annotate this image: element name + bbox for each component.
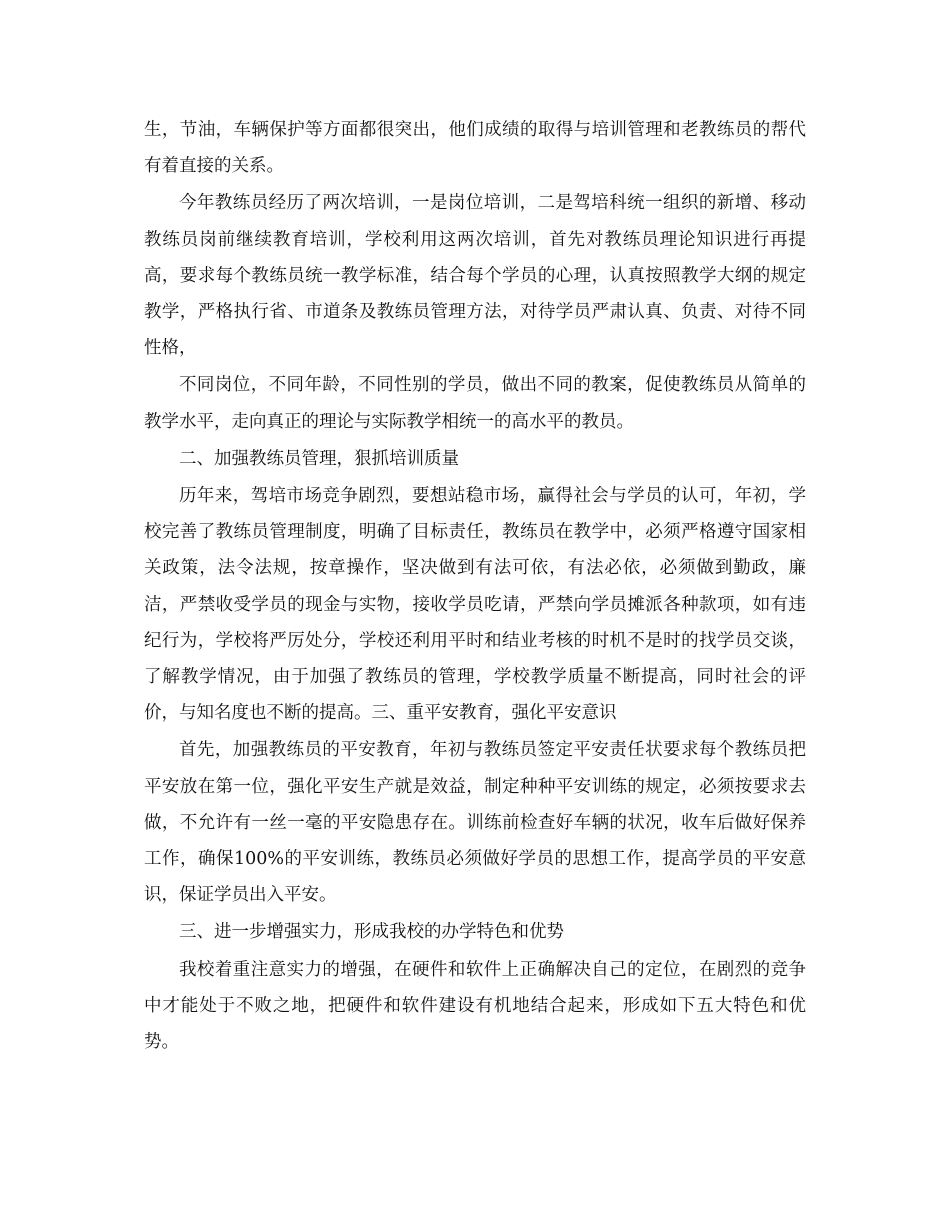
- section-heading-strength: 三、进一步增强实力，形成我校的办学特色和优势: [179, 922, 564, 943]
- paragraph-strength: 我校着重注意实力的增强，在硬件和软件上正确解决自己的定位，在剧烈的竞争中才能处于不败之地，把硬件和软件建设有机地结合起来，形成如下五大特色和优势。: [144, 959, 806, 1053]
- document-body: [144, 112, 806, 1060]
- paragraph-management: 历年来，驾培市场竞争剧烈，要想站稳市场，赢得社会与学员的认可，年初，学校完善了教练员管理制度，明确了目标责任，教练员在教学中，必须严格遵守国家相关政策，法令法规，按章操作，坚决做到有法可依，有法必依，必须做到勤政，廉洁，严禁收受学员的现金与实物，接收学员吃请，严禁向学员摊派各种款项，如有违纪行为，学校将严厉处分，学校还利用平时和结业考核的时机不是时的找学员交谈，了解教学情况，由于加强了教练员的管理，学校教学质量不断提高，同时社会的评价，与知名度也不断的提高。三、重平安教育，强化平安意识: [144, 486, 806, 724]
- paragraph-continuation: 生，节油，车辆保护等方面都很突出，他们成绩的取得与培训管理和老教练员的帮代有着直接的关系。: [144, 120, 806, 177]
- paragraph-safety: 首先，加强教练员的平安教育，年初与教练员签定平安责任状要求每个教练员把平安放在第一位，强化平安生产就是效益，制定种种平安训练的规定，必须按要求去做，不允许有一丝一毫的平安隐患存在。训练前检查好车辆的状况，收车后做好保养工作，确保100%的平安训练，教练员必须做好学员的思想工作，提高学员的平安意识，保证学员出入平安。: [144, 740, 806, 906]
- section-heading-management: 二、加强教练员管理，狠抓培训质量: [179, 448, 459, 469]
- paragraph-training: 今年教练员经历了两次培训，一是岗位培训，二是驾培科统一组织的新增、移动教练员岗前继续教育培训，学校利用这两次培训，首先对教练员理论知识进行再提高，要求每个教练员统一教学标准，结合每个学员的心理，认真按照教学大纲的规定教学，严格执行省、市道条及教练员管理方法，对待学员严肃认真、负责、对待不同性格，: [144, 193, 806, 359]
- paragraph-teaching-level: 不同岗位，不同年龄，不同性别的学员，做出不同的教案，促使教练员从简单的教学水平，走向真正的理论与实际教学相统一的高水平的教员。: [144, 375, 806, 432]
